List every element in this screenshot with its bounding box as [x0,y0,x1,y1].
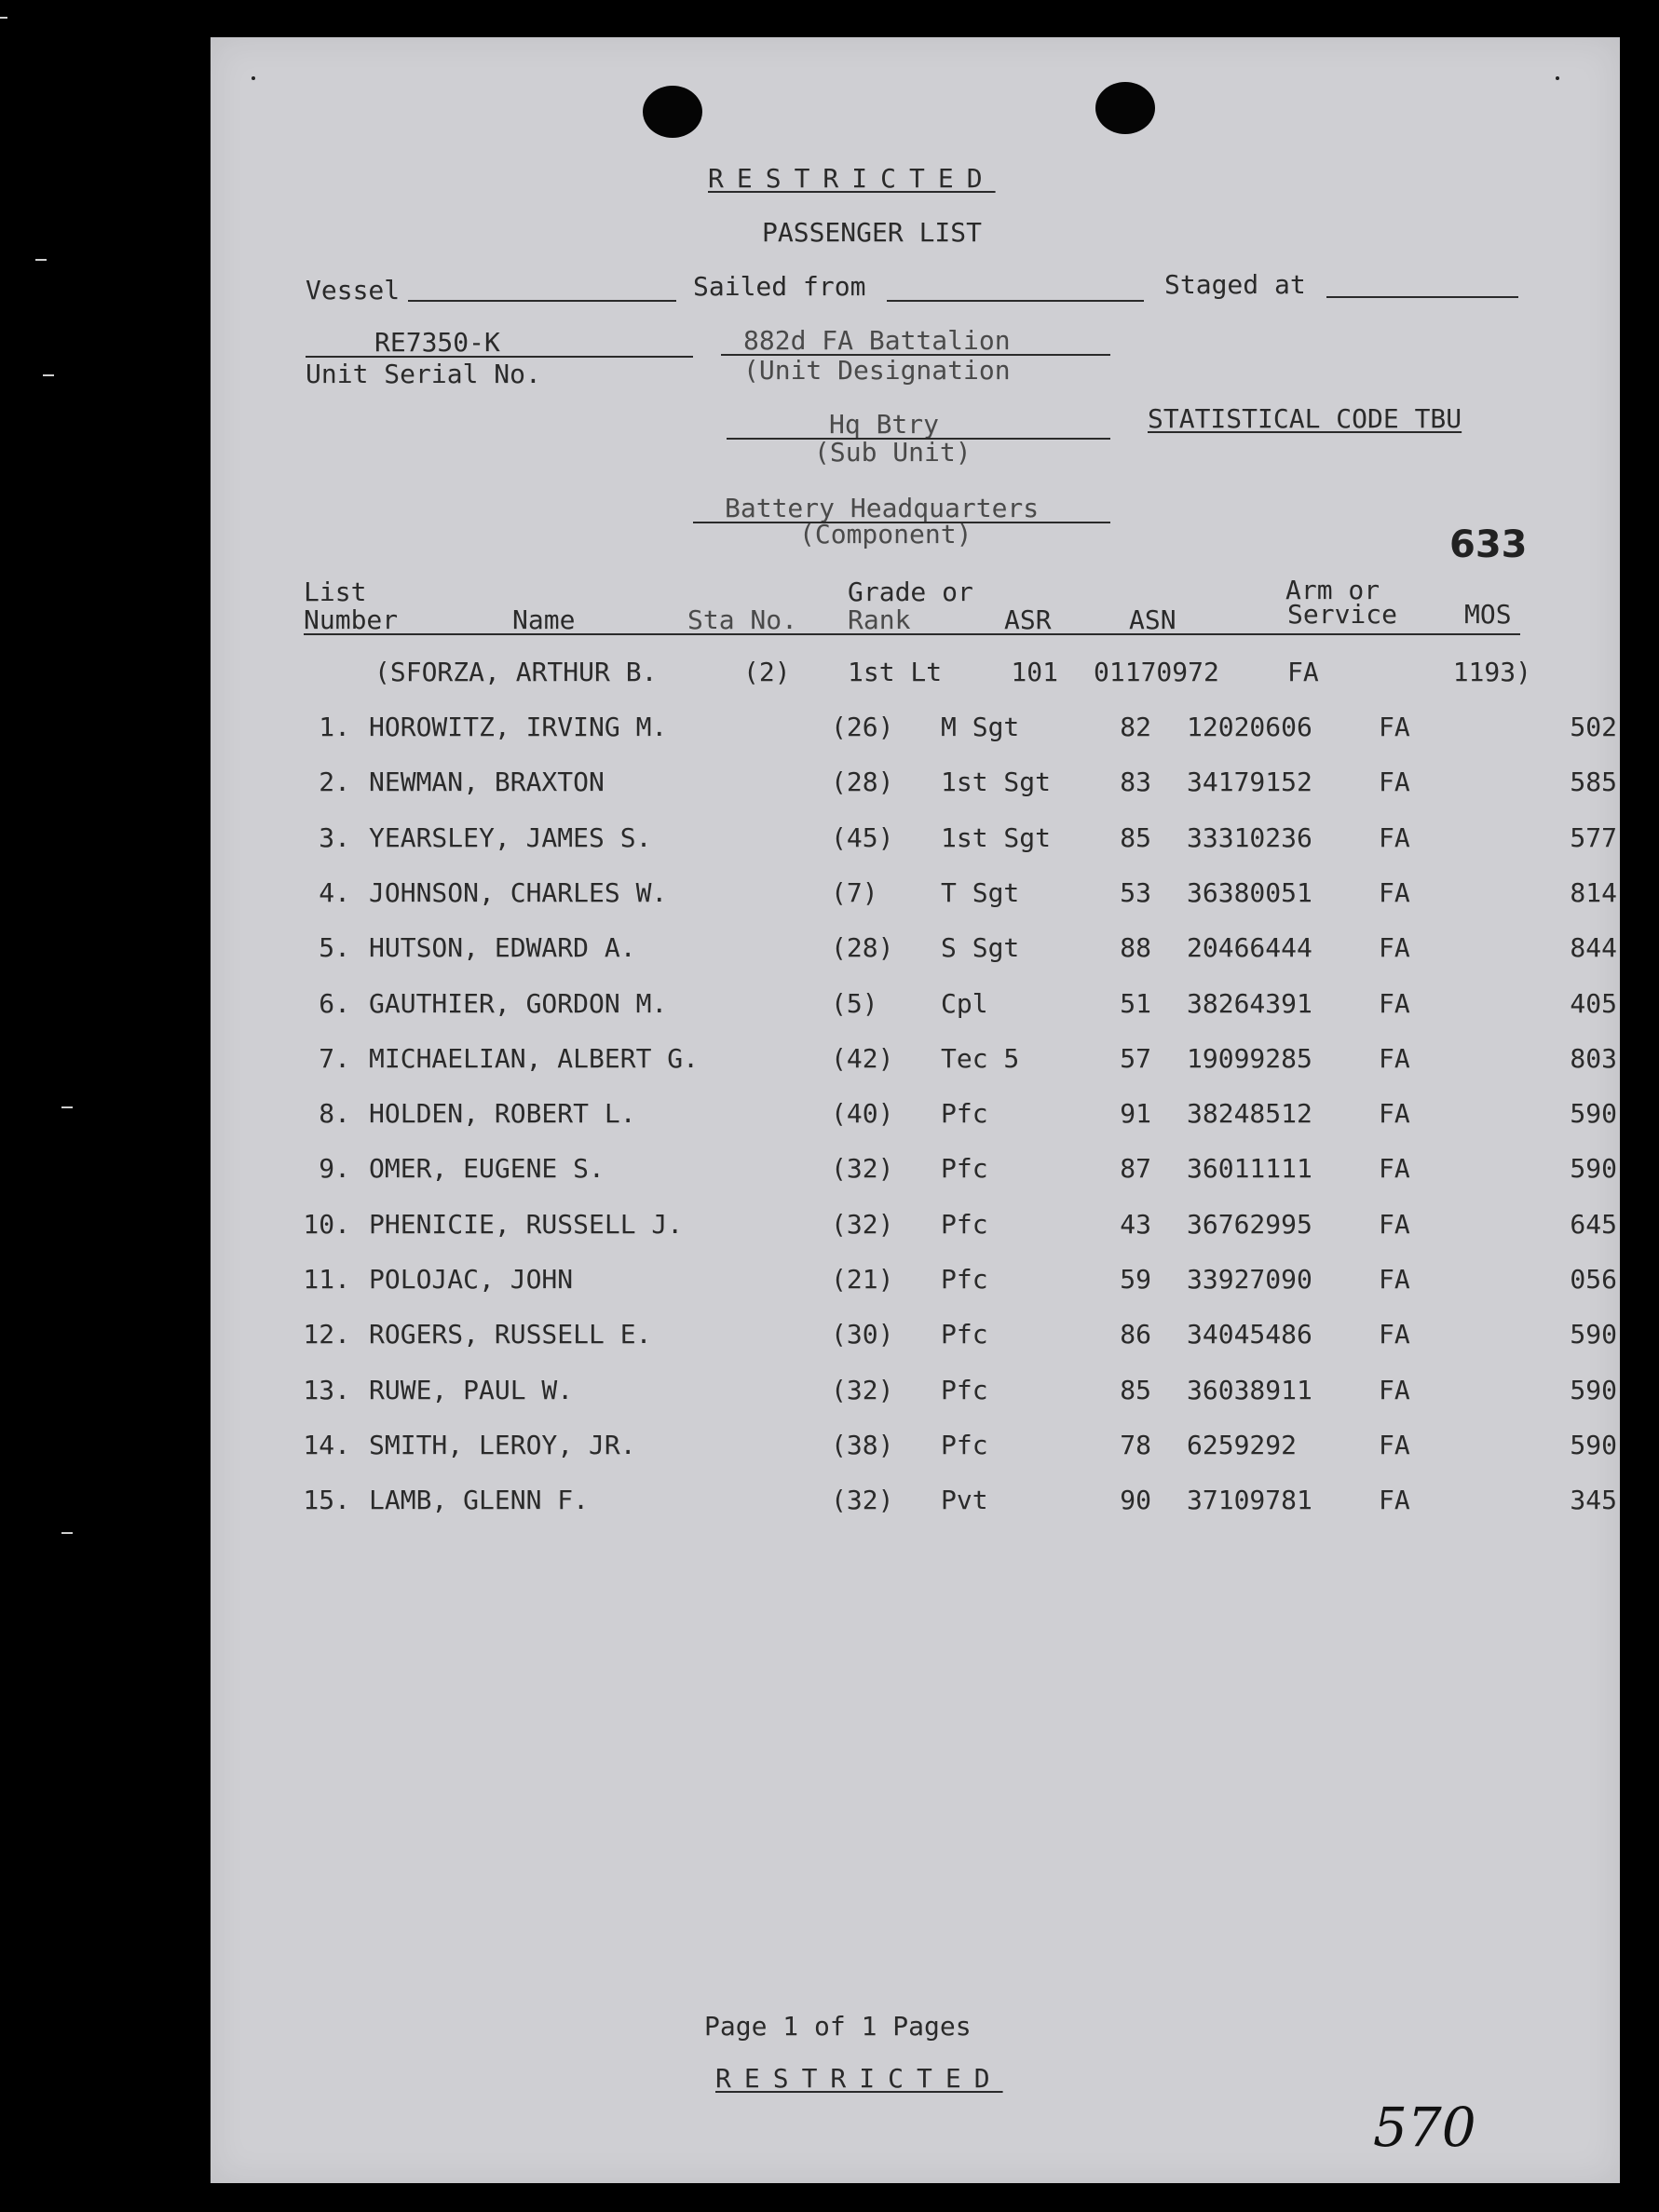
row-asn: 33927090 [1187,1264,1312,1295]
component-value: Battery Headquarters [725,493,1040,523]
row-sta: (42) [831,1042,894,1074]
row-asn: 34045486 [1187,1319,1312,1350]
unit-designation-value: 882d FA Battalion [743,325,1011,356]
row-sta: (21) [831,1264,894,1295]
officer-asr: 101 [1011,657,1058,687]
row-name: LAMB, GLENN F. [369,1485,590,1516]
row-asn: 36011111 [1187,1153,1312,1185]
row-grade: T Sgt [941,876,1020,908]
col-sta-no: Sta No. [687,604,798,635]
row-asn: 12020606 [1187,712,1312,742]
row-mos: 345 [1570,1485,1617,1516]
row-name: HOLDEN, ROBERT L. [369,1098,636,1130]
row-name: YEARSLEY, JAMES S. [369,821,652,853]
unit-serial-value: RE7350-K [374,327,500,358]
row-asn: 6259292 [1187,1429,1298,1460]
row-mos: 405 [1570,987,1617,1019]
row-mos: 577 [1570,821,1617,853]
row-num: 14. [303,1429,350,1460]
row-num: 11. [303,1264,350,1295]
row-num: 1. [319,712,350,742]
row-sta: (30) [831,1319,894,1350]
row-arm: FA [1379,1264,1410,1295]
col-list-number-1: List [304,577,367,607]
col-name: Name [512,604,576,635]
row-arm: FA [1379,876,1410,908]
sailed-from-label: Sailed from [693,271,866,302]
row-asr: 87 [1120,1153,1151,1185]
unit-designation-label: (Unit Designation [743,355,1011,386]
unit-serial-label: Unit Serial No. [306,359,541,389]
sailed-from-blank [887,300,1144,302]
row-sta: (28) [831,932,894,964]
col-asr: ASR [1004,604,1052,635]
row-sta: (32) [831,1485,894,1516]
row-asn: 20466444 [1187,932,1312,964]
row-asn: 38264391 [1187,987,1312,1019]
row-asn: 36762995 [1187,1208,1312,1240]
row-asr: 82 [1120,712,1151,742]
row-grade: Pfc [941,1153,988,1185]
row-name: HOROWITZ, IRVING M. [369,712,668,742]
row-asr: 85 [1120,1374,1151,1405]
row-asr: 43 [1120,1208,1151,1240]
row-name: JOHNSON, CHARLES W. [369,876,668,908]
row-mos: 590 [1570,1374,1617,1405]
row-name: MICHAELIAN, ALBERT G. [369,1042,700,1074]
row-grade: M Sgt [941,712,1020,742]
row-grade: Pfc [941,1098,988,1130]
col-mos: MOS [1464,599,1512,630]
row-mos: 803 [1570,1042,1617,1074]
row-sta: (40) [831,1098,894,1130]
row-name: NEWMAN, BRAXTON [369,767,605,798]
row-asn: 38248512 [1187,1098,1312,1130]
row-mos: 814 [1570,876,1617,908]
row-asr: 57 [1120,1042,1151,1074]
row-name: GAUTHIER, GORDON M. [369,987,668,1019]
row-grade: 1st Sgt [941,821,1052,853]
header-rule [304,633,1520,635]
row-num: 9. [319,1153,350,1185]
restricted-footer: RESTRICTED [715,2063,1003,2094]
row-asr: 51 [1120,987,1151,1019]
row-num: 12. [303,1319,350,1350]
film-edge-mark [61,1532,73,1534]
row-grade: Pvt [941,1485,988,1516]
row-arm: FA [1379,821,1410,853]
row-grade: 1st Sgt [941,767,1052,798]
vessel-label: Vessel [306,275,401,305]
row-name: SMITH, LEROY, JR. [369,1429,636,1460]
staged-at-blank [1326,296,1518,298]
row-name: PHENICIE, RUSSELL J. [369,1208,684,1240]
officer-name: (SFORZA, ARTHUR B. [374,657,658,687]
document-page [211,37,1620,2183]
component-label: (Component) [799,519,972,550]
paper-speck [1556,76,1559,80]
col-grade-1: Grade or [848,577,973,607]
row-mos: 590 [1570,1319,1617,1350]
row-grade: Pfc [941,1208,988,1240]
unit-serial-underline [306,356,693,358]
row-mos: 056 [1570,1264,1617,1295]
row-asr: 78 [1120,1429,1151,1460]
row-grade: Pfc [941,1429,988,1460]
row-name: RUWE, PAUL W. [369,1374,574,1405]
row-asr: 53 [1120,876,1151,908]
row-num: 15. [303,1485,350,1516]
row-mos: 590 [1570,1098,1617,1130]
col-asn: ASN [1129,604,1176,635]
row-arm: FA [1379,1153,1410,1185]
row-sta: (32) [831,1153,894,1185]
row-name: POLOJAC, JOHN [369,1264,574,1295]
film-edge-mark [43,374,54,376]
statistical-code: STATISTICAL CODE TBU [1148,403,1462,434]
row-mos: 844 [1570,932,1617,964]
vessel-blank [408,300,676,302]
row-asr: 88 [1120,932,1151,964]
row-arm: FA [1379,1319,1410,1350]
sub-unit-value: Hq Btry [829,409,940,440]
row-asr: 90 [1120,1485,1151,1516]
row-mos: 645 [1570,1208,1617,1240]
row-sta: (28) [831,767,894,798]
row-asr: 85 [1120,821,1151,853]
row-sta: (45) [831,821,894,853]
row-arm: FA [1379,932,1410,964]
row-num: 6. [319,987,350,1019]
row-arm: FA [1379,1208,1410,1240]
officer-mos: 1193) [1452,657,1531,687]
row-asn: 19099285 [1187,1042,1312,1074]
officer-sta: (2) [743,657,791,687]
row-arm: FA [1379,987,1410,1019]
row-sta: (32) [831,1374,894,1405]
officer-asn: 01170972 [1094,657,1219,687]
row-asn: 33310236 [1187,821,1312,853]
row-asr: 59 [1120,1264,1151,1295]
row-asn: 36380051 [1187,876,1312,908]
row-num: 5. [319,932,350,964]
row-mos: 590 [1570,1429,1617,1460]
row-num: 8. [319,1098,350,1130]
row-asn: 36038911 [1187,1374,1312,1405]
row-name: ROGERS, RUSSELL E. [369,1319,652,1350]
officer-grade: 1st Lt [848,657,943,687]
row-arm: FA [1379,1042,1410,1074]
row-num: 7. [319,1042,350,1074]
film-edge-mark [0,17,7,19]
paper-speck [252,76,255,80]
row-sta: (38) [831,1429,894,1460]
row-arm: FA [1379,1374,1410,1405]
row-name: OMER, EUGENE S. [369,1153,605,1185]
row-mos: 590 [1570,1153,1617,1185]
punch-hole-right [1095,82,1155,134]
row-sta: (7) [831,876,878,908]
row-arm: FA [1379,712,1410,742]
stamped-page-number: 633 [1449,523,1528,566]
document-title: PASSENGER LIST [762,217,983,248]
row-num: 4. [319,876,350,908]
row-num: 3. [319,821,350,853]
row-grade: Tec 5 [941,1042,1020,1074]
col-arm-1: Arm or [1285,575,1380,605]
row-asn: 34179152 [1187,767,1312,798]
row-num: 13. [303,1374,350,1405]
col-grade-2: Rank [848,604,911,635]
row-asr: 91 [1120,1098,1151,1130]
row-arm: FA [1379,1485,1410,1516]
handwritten-number: 570 [1373,2096,1476,2159]
row-grade: Pfc [941,1264,988,1295]
row-grade: Cpl [941,987,988,1019]
row-mos: 585 [1570,767,1617,798]
officer-arm: FA [1287,657,1319,687]
col-list-number-2: Number [304,604,399,635]
row-arm: FA [1379,1098,1410,1130]
row-asr: 86 [1120,1319,1151,1350]
row-asn: 37109781 [1187,1485,1312,1516]
col-arm-2: Service [1287,599,1398,630]
row-grade: Pfc [941,1319,988,1350]
row-arm: FA [1379,767,1410,798]
film-edge-mark [61,1106,73,1108]
row-sta: (5) [831,987,878,1019]
row-sta: (32) [831,1208,894,1240]
row-arm: FA [1379,1429,1410,1460]
page-indicator: Page 1 of 1 Pages [704,2011,972,2042]
restricted-header: RESTRICTED [708,163,996,194]
staged-at-label: Staged at [1164,269,1306,300]
film-edge-mark [35,259,47,261]
sub-unit-label: (Sub Unit) [814,437,972,468]
row-grade: S Sgt [941,932,1020,964]
row-sta: (26) [831,712,894,742]
punch-hole-left [643,86,702,138]
row-mos: 502 [1570,712,1617,742]
row-grade: Pfc [941,1374,988,1405]
row-num: 10. [303,1208,350,1240]
row-name: HUTSON, EDWARD A. [369,932,636,964]
row-num: 2. [319,767,350,798]
row-asr: 83 [1120,767,1151,798]
